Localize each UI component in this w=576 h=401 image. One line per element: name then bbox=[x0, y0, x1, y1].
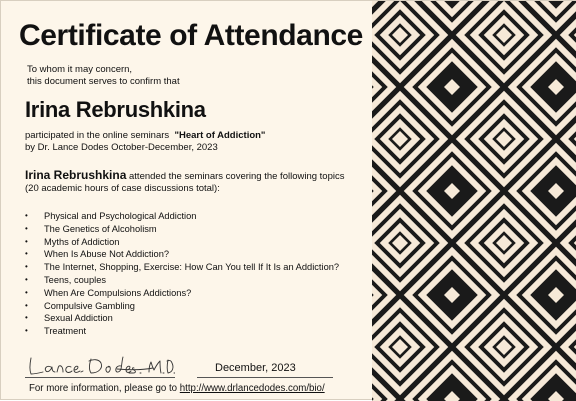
list-item: • The Internet, Shopping, Exercise: How Can You tell If It Is an Addiction? bbox=[25, 262, 340, 273]
list-item: • When Is Abuse Not Addiction? bbox=[25, 249, 170, 260]
footer-info bbox=[29, 383, 325, 394]
bullet-icon: • bbox=[25, 211, 28, 220]
list-item: • Teens, couples bbox=[25, 274, 107, 285]
recipient-name: Irina Rebrushkina bbox=[25, 97, 206, 122]
date-line bbox=[197, 377, 333, 378]
attended-name: Irina Rebrushkina bbox=[25, 168, 127, 182]
signature bbox=[25, 354, 175, 378]
list-item: • Treatment bbox=[25, 326, 87, 337]
diamond-pattern-graphic bbox=[372, 1, 576, 401]
bullet-icon: • bbox=[25, 274, 28, 284]
decorative-diamond-pattern bbox=[372, 1, 576, 401]
bullet-icon: • bbox=[25, 326, 28, 336]
intro-line-1: To whom it may concern, bbox=[27, 64, 133, 75]
certificate-date: December, 2023 bbox=[215, 362, 296, 374]
participation-text bbox=[25, 130, 265, 154]
list-item: • Myths of Addiction bbox=[25, 236, 120, 247]
signature-line bbox=[25, 377, 175, 378]
certificate-text-panel bbox=[1, 1, 372, 401]
bullet-icon: • bbox=[25, 300, 28, 310]
list-item: • Sexual Addiction bbox=[25, 313, 113, 324]
attended-statement bbox=[25, 169, 344, 195]
bullet-icon: • bbox=[25, 287, 28, 297]
bullet-icon: • bbox=[25, 223, 28, 233]
intro-text bbox=[27, 64, 180, 88]
list-item: • When Are Compulsions Addictions? bbox=[25, 287, 192, 298]
bullet-icon: • bbox=[25, 313, 28, 323]
attended-line-2: (20 academic hours of case discussions total): bbox=[25, 183, 220, 194]
footer-prefix: For more information, please go to bbox=[29, 383, 180, 394]
list-item: • Compulsive Gambling bbox=[25, 300, 135, 311]
bullet-icon: • bbox=[25, 249, 28, 259]
certificate-title: Certificate of Attendance bbox=[19, 19, 363, 52]
footer-link[interactable]: http://www.drlancedodes.com/bio/ bbox=[179, 383, 325, 394]
list-item: • The Genetics of Alcoholism bbox=[25, 223, 157, 234]
bullet-icon: • bbox=[25, 236, 28, 246]
intro-line-2: this document serves to confirm that bbox=[27, 76, 180, 87]
attended-line-1: attended the seminars covering the following topics bbox=[126, 171, 345, 182]
topics-list bbox=[25, 210, 339, 338]
participation-line-2: by Dr. Lance Dodes October-December, 2023 bbox=[25, 142, 218, 153]
list-item: • Physical and Psychological Addiction bbox=[25, 211, 197, 221]
seminar-title: "Heart of Addiction" bbox=[174, 130, 266, 141]
bullet-icon: • bbox=[25, 262, 28, 272]
participation-prefix: participated in the online seminars bbox=[25, 130, 170, 141]
